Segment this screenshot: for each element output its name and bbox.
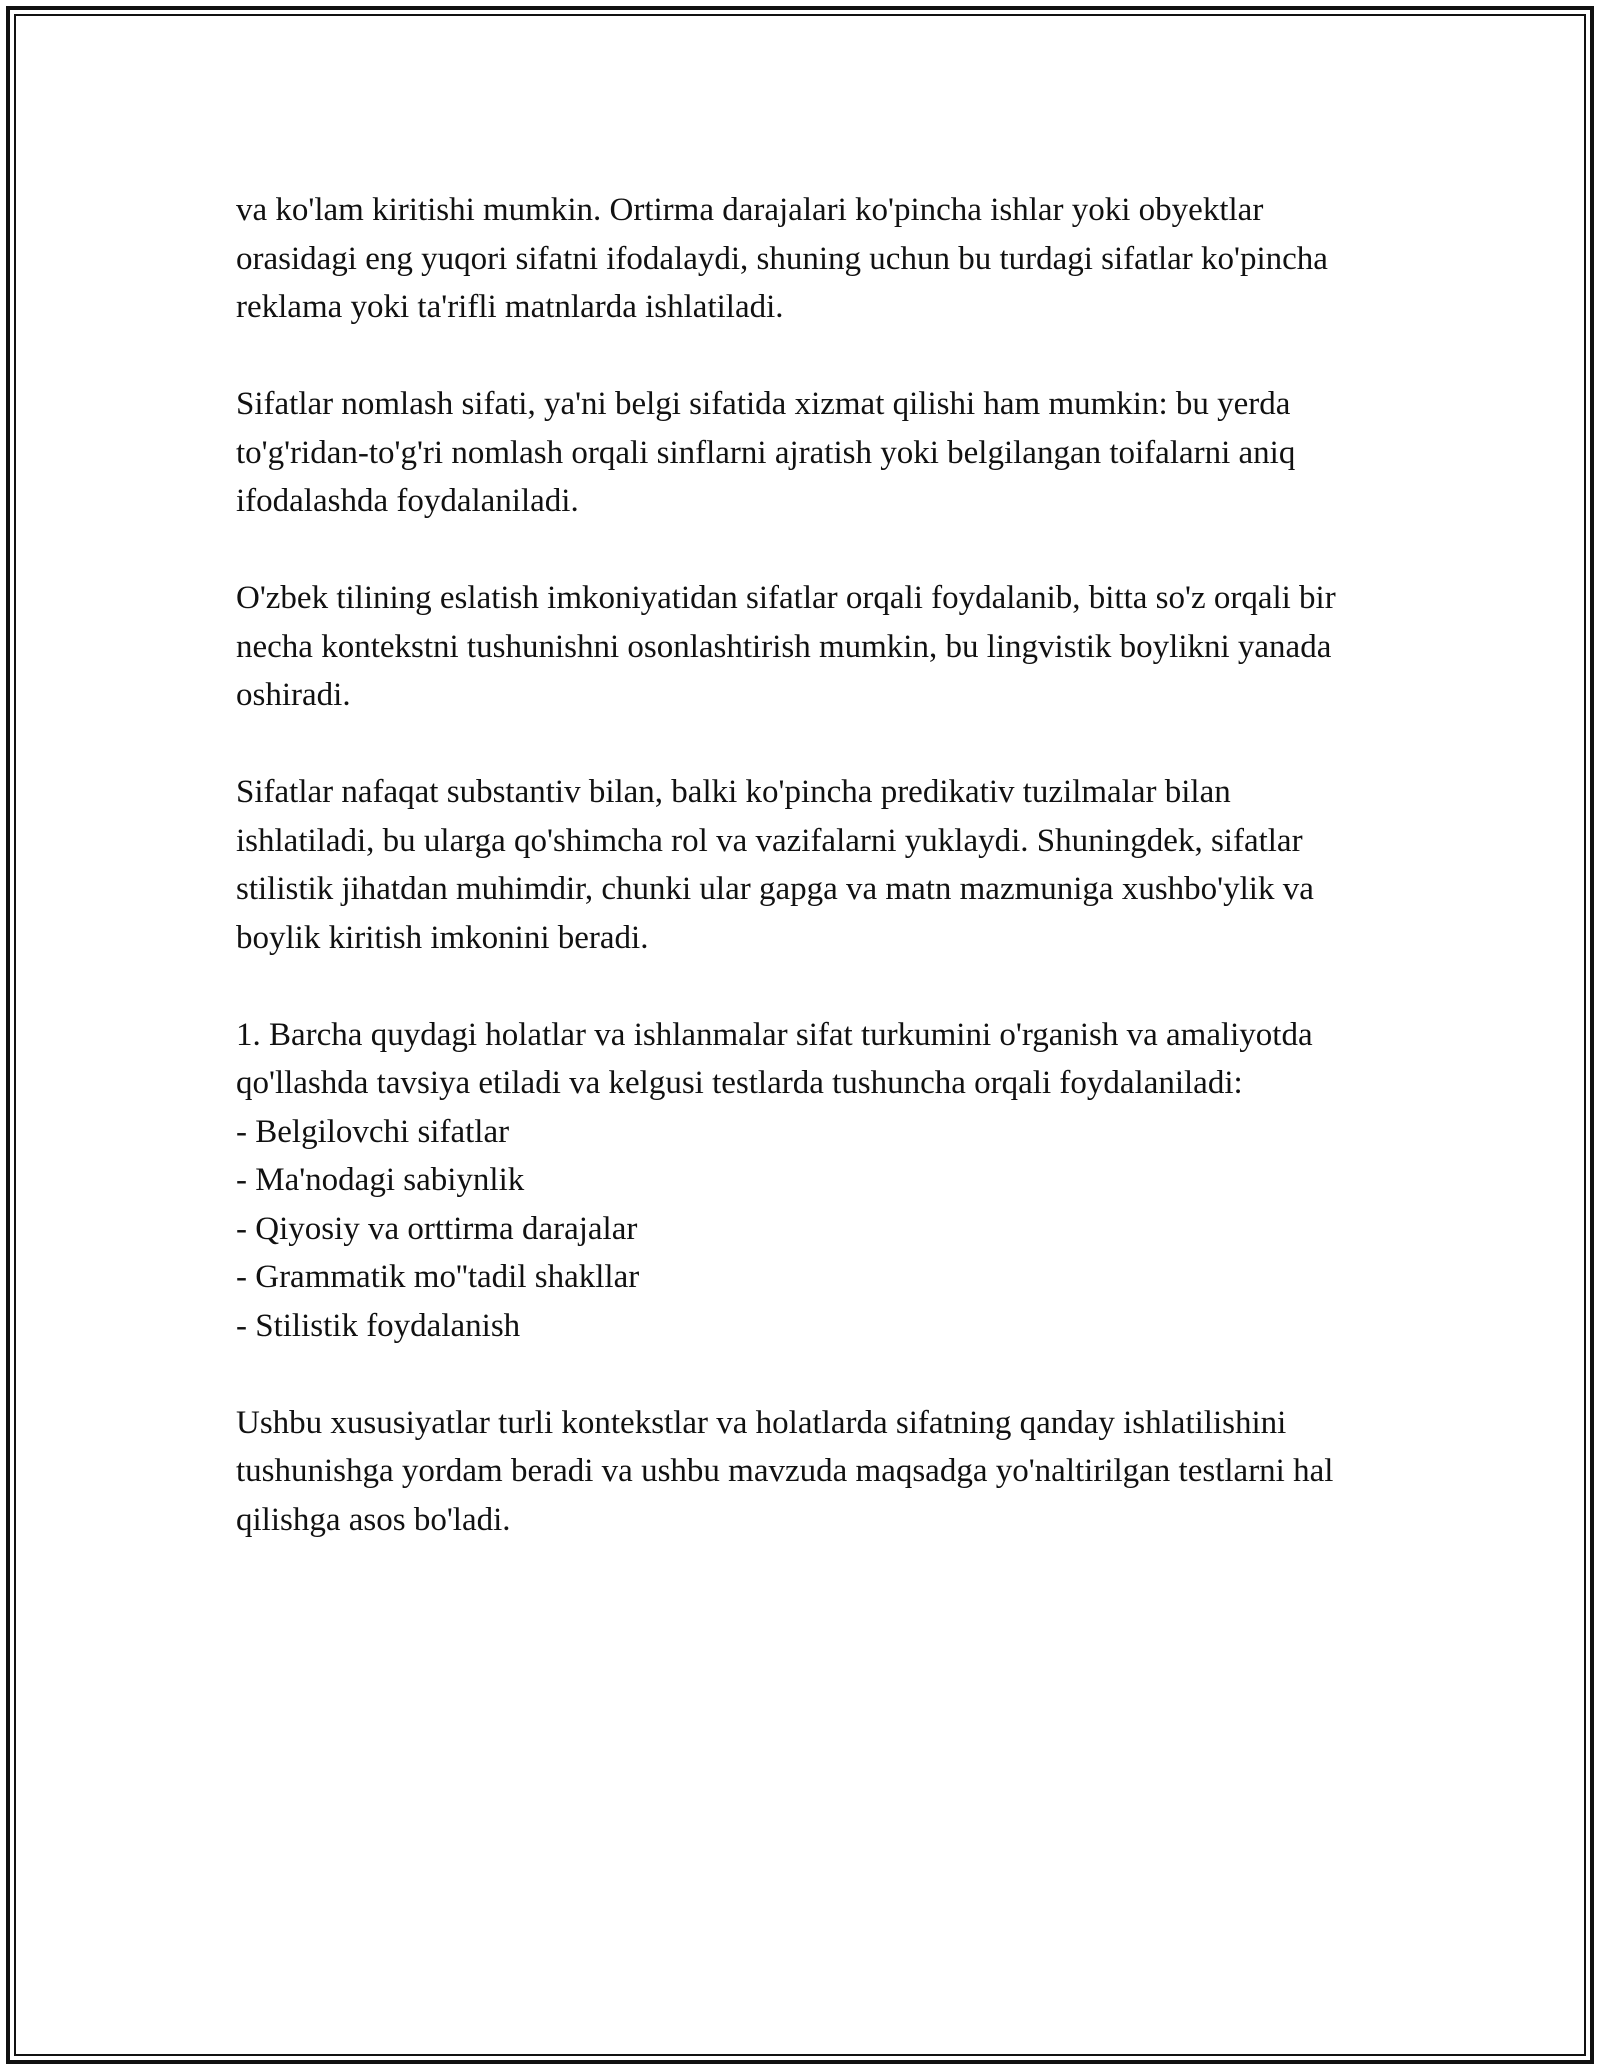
list-intro: 1. Barcha quydagi holatlar va ishlanmalar sifat turkumini o'rganish va amaliyotda qo'llashda tavsiya etiladi va kelgusi testlarda tushuncha orqali foydalaniladi: xyxy=(236,1016,1313,1101)
paragraph-3: O'zbek tilining eslatish imkoniyatidan sifatlar orqali foydalanib, bitta so'z orqali bir necha kontekstni tushunishni osonlashtirish mumkin, bu lingvistik boylikni yanada oshiradi. xyxy=(236,580,1336,713)
list-item: - Grammatik mo''tadil shakllar xyxy=(236,1259,640,1295)
list-item: - Belgilovchi sifatlar xyxy=(236,1113,510,1150)
list-item: - Stilistik foydalanish xyxy=(236,1307,521,1344)
paragraph-1: va ko'lam kiritishi mumkin. Ortirma darajalari ko'pincha ishlar yoki obyektlar orasidagi eng yuqori sifatni ifodalaydi, shuning uchun bu turdagi sifatlar ko'pincha reklama yoki ta'rifli matnlarda ishlatiladi. xyxy=(236,192,1328,325)
recommendation-list xyxy=(236,1011,1366,1351)
paragraph-4: Sifatlar nafaqat substantiv bilan, balki ko'pincha predikativ tuzilmalar bilan ishlatiladi, bu ularga qo'shimcha rol va vazifalarni yuklaydi. Shuningdek, sifatlar stilistik jihatdan muhimdir, chunki ular gapga va matn mazmuniga xushbo'ylik va boylik kiritish imkonini beradi. xyxy=(236,774,1314,956)
list-item: - Ma'nodagi sabiynlik xyxy=(236,1162,525,1198)
document-body xyxy=(236,186,1366,1593)
paragraph-2: Sifatlar nomlash sifati, ya'ni belgi sifatida xizmat qilishi ham mumkin: bu yerda to'g'ridan-to'g'ri nomlash orqali sinflarni ajratish yoki belgilangan toifalarni aniq ifodalashda foydalaniladi. xyxy=(236,386,1296,519)
closing-paragraph: Ushbu xususiyatlar turli kontekstlar va holatlarda sifatning qanday ishlatilishini tushunishga yordam beradi va ushbu mavzuda maqsadga yo'naltirilgan testlarni hal qilishga asos bo'ladi. xyxy=(236,1404,1334,1538)
list-item: - Qiyosiy va orttirma darajalar xyxy=(236,1210,638,1247)
